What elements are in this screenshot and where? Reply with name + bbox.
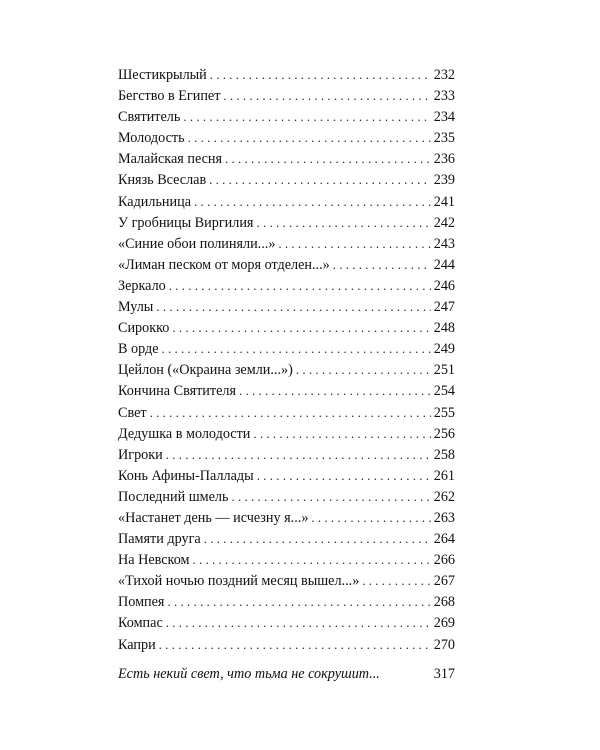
toc-entry [118,549,455,570]
toc-entry-title: Кадильница [118,193,192,210]
toc-entry [118,191,455,212]
toc-dot-leader [333,254,431,275]
toc-entry [118,317,455,338]
toc-entry [118,233,455,254]
toc-dot-leader [204,528,431,549]
toc-dot-leader [183,106,430,127]
toc-entry-page-number: 246 [433,277,455,294]
toc-entry [118,570,455,591]
toc-entry-page-number: 254 [433,383,455,400]
toc-entry-title: Конь Афины-Паллады [118,467,254,484]
toc-dot-leader [296,359,431,380]
toc-entry-title: Святитель [118,109,181,126]
toc-entry [118,486,455,507]
toc-entry [118,106,455,127]
toc-entry-title: Кончина Святителя [118,383,237,400]
toc-dot-leader [166,444,431,465]
toc-dot-leader [311,507,430,528]
toc-entry-page-number: 234 [433,109,455,126]
toc-entry-title: «Настанет день — исчезну я...» [118,509,309,526]
toc-entry-page-number: 267 [433,573,455,590]
toc-entry-page-number: 232 [433,67,455,83]
toc-entry [118,338,455,359]
toc-dot-leader [193,549,431,570]
toc-entry-title: Помпея [118,594,165,611]
toc-dot-leader [156,296,430,317]
toc-entry [118,634,455,655]
toc-entry-page-number: 261 [433,467,455,484]
toc-list [118,64,455,655]
toc-entry-page-number: 239 [433,172,455,189]
running-title: Есть некий свет, что тьма не сокрушит... [118,666,380,682]
toc-entry-title: «Тихой ночью поздний месяц вышел...» [118,573,360,590]
toc-entry [118,85,455,106]
toc-entry-title: Малайская песня [118,151,223,168]
page-footer [118,666,455,683]
toc-entry-page-number: 248 [433,320,455,337]
toc-entry-page-number: 236 [433,151,455,168]
toc-dot-leader [253,423,430,444]
toc-entry-page-number: 263 [433,509,455,526]
toc-entry [118,64,455,85]
toc-entry [118,127,455,148]
toc-entry-page-number: 270 [433,636,455,653]
toc-entry [118,423,455,444]
toc-entry-page-number: 242 [433,214,455,231]
toc-entry [118,380,455,401]
toc-entry [118,296,455,317]
toc-entry-title: На Невском [118,552,190,569]
toc-entry-title: В орде [118,341,159,358]
toc-entry-title: Памяти друга [118,531,201,548]
toc-entry-page-number: 262 [433,488,455,505]
toc-entry-title: Капри [118,636,156,653]
toc-entry-page-number: 251 [433,362,455,379]
toc-dot-leader [225,148,431,169]
toc-entry-page-number: 233 [433,88,455,105]
toc-entry [118,275,455,296]
toc-entry-title: Князь Всеслав [118,172,207,189]
toc-dot-leader [150,402,431,423]
toc-entry [118,528,455,549]
toc-entry-page-number: 247 [433,299,455,316]
toc-entry-title: Последний шмель [118,488,229,505]
toc-dot-leader [188,127,431,148]
toc-dot-leader [257,465,431,486]
toc-dot-leader [239,380,431,401]
toc-entry [118,212,455,233]
toc-dot-leader [169,275,431,296]
toc-entry-page-number: 241 [433,193,455,210]
toc-entry [118,507,455,528]
toc-entry-title: У гробницы Виргилия [118,214,254,231]
toc-entry-title: Компас [118,615,163,632]
toc-entry-page-number: 268 [433,594,455,611]
toc-entry-page-number: 243 [433,235,455,252]
page-number: 317 [433,666,455,682]
toc-dot-leader [167,591,430,612]
toc-entry [118,402,455,423]
toc-dot-leader [256,212,430,233]
toc-dot-leader [159,634,431,655]
toc-entry-page-number: 258 [433,446,455,463]
toc-entry-title: «Лиман песком от моря отделен...» [118,256,330,273]
toc-dot-leader [172,317,430,338]
toc-entry-title: Бегство в Египет [118,88,221,105]
toc-entry-page-number: 244 [433,256,455,273]
toc-dot-leader [231,486,430,507]
toc-entry-page-number: 235 [433,130,455,147]
toc-dot-leader [223,85,430,106]
toc-entry-title: Свет [118,404,147,421]
toc-dot-leader [162,338,431,359]
toc-entry-title: Мулы [118,299,154,316]
toc-dot-leader [362,570,430,591]
toc-entry-title: Зеркало [118,277,166,294]
toc-entry-title: Цейлон («Окраина земли...») [118,362,293,379]
toc-entry-page-number: 269 [433,615,455,632]
toc-entry-page-number: 266 [433,552,455,569]
toc-dot-leader [278,233,430,254]
table-of-contents [118,64,455,655]
toc-entry [118,591,455,612]
toc-entry-title: Шестикрылый [118,67,207,83]
toc-entry-title: Игроки [118,446,163,463]
toc-entry-title: Сирокко [118,320,170,337]
toc-entry-page-number: 249 [433,341,455,358]
toc-entry-title: Молодость [118,130,185,147]
toc-entry-title: «Синие обои полиняли...» [118,235,276,252]
toc-entry-title: Дедушка в молодости [118,425,251,442]
toc-entry [118,148,455,169]
toc-entry [118,612,455,633]
toc-dot-leader [209,169,431,190]
toc-entry [118,254,455,275]
toc-dot-leader [210,64,431,85]
toc-entry [118,169,455,190]
toc-entry-page-number: 256 [433,425,455,442]
toc-dot-leader [194,191,431,212]
toc-entry-page-number: 264 [433,531,455,548]
toc-entry [118,465,455,486]
toc-entry-page-number: 255 [433,404,455,421]
toc-entry [118,444,455,465]
toc-entry [118,359,455,380]
toc-dot-leader [166,612,431,633]
